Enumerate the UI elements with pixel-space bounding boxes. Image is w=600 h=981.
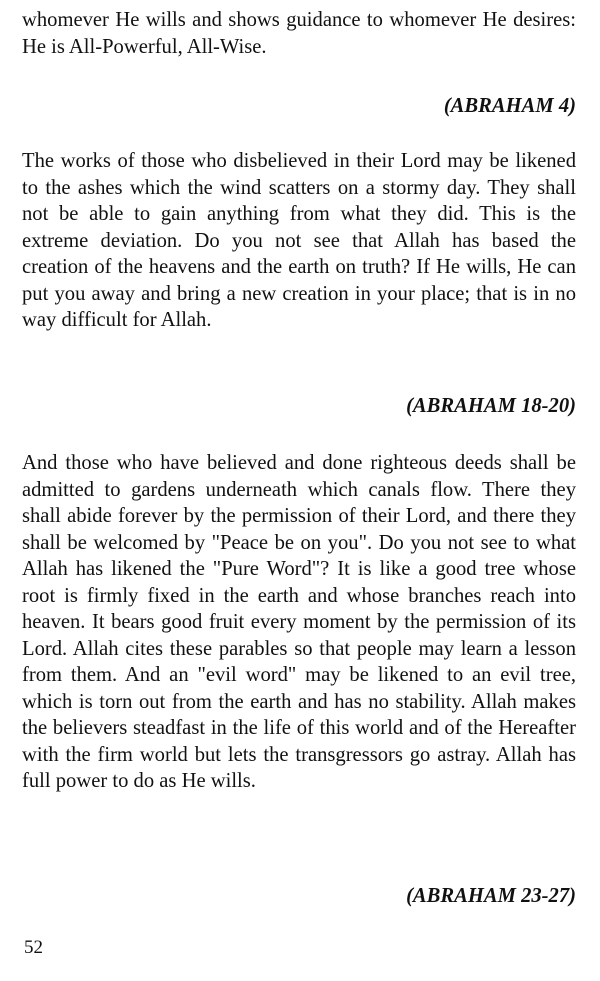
passage-text: And those who have believed and done righteous deeds shall be admitted to gardens underneath which canals flow. There they shall abide forever by the permission of their Lord, and there they shall be welcomed by "Peace be on you". Do you not see to what Allah has likened the "Pure Word"? It is like a good tree whose root is firmly fixed in the earth and whose branches reach into heaven. It bears good fruit every moment by the permission of its Lord. Allah cites these parables so that people may learn a lesson from them. And an "evil word" may be likened to an evil tree, which is torn out from the earth and has no stability. Allah makes the believers steadfast in the life of this world and of the Hereafter with the firm world but lets the transgressors go astray. Allah has full power to do as He wills. bbox=[22, 452, 576, 792]
page-number: 52 bbox=[24, 937, 43, 958]
passage-citation: (ABRAHAM 4) bbox=[443, 95, 576, 117]
passage-text: whomever He wills and shows guidance to whomever He desires: He is All-Powerful, All-Wise. bbox=[22, 9, 576, 58]
passage-citation: (ABRAHAM 18-20) bbox=[406, 395, 576, 417]
passage-citation: (ABRAHAM 23-27) bbox=[406, 885, 576, 907]
passage-text: The works of those who disbelieved in their Lord may be likened to the ashes which the wind scatters on a stormy day. They shall not be able to gain anything from what they did. This is the extreme deviation. Do you not see that Allah has based the creation of the heavens and the earth on truth? If He wills, He can put you away and bring a new creation in your place; that is in no way difficult for Allah. bbox=[22, 150, 576, 331]
